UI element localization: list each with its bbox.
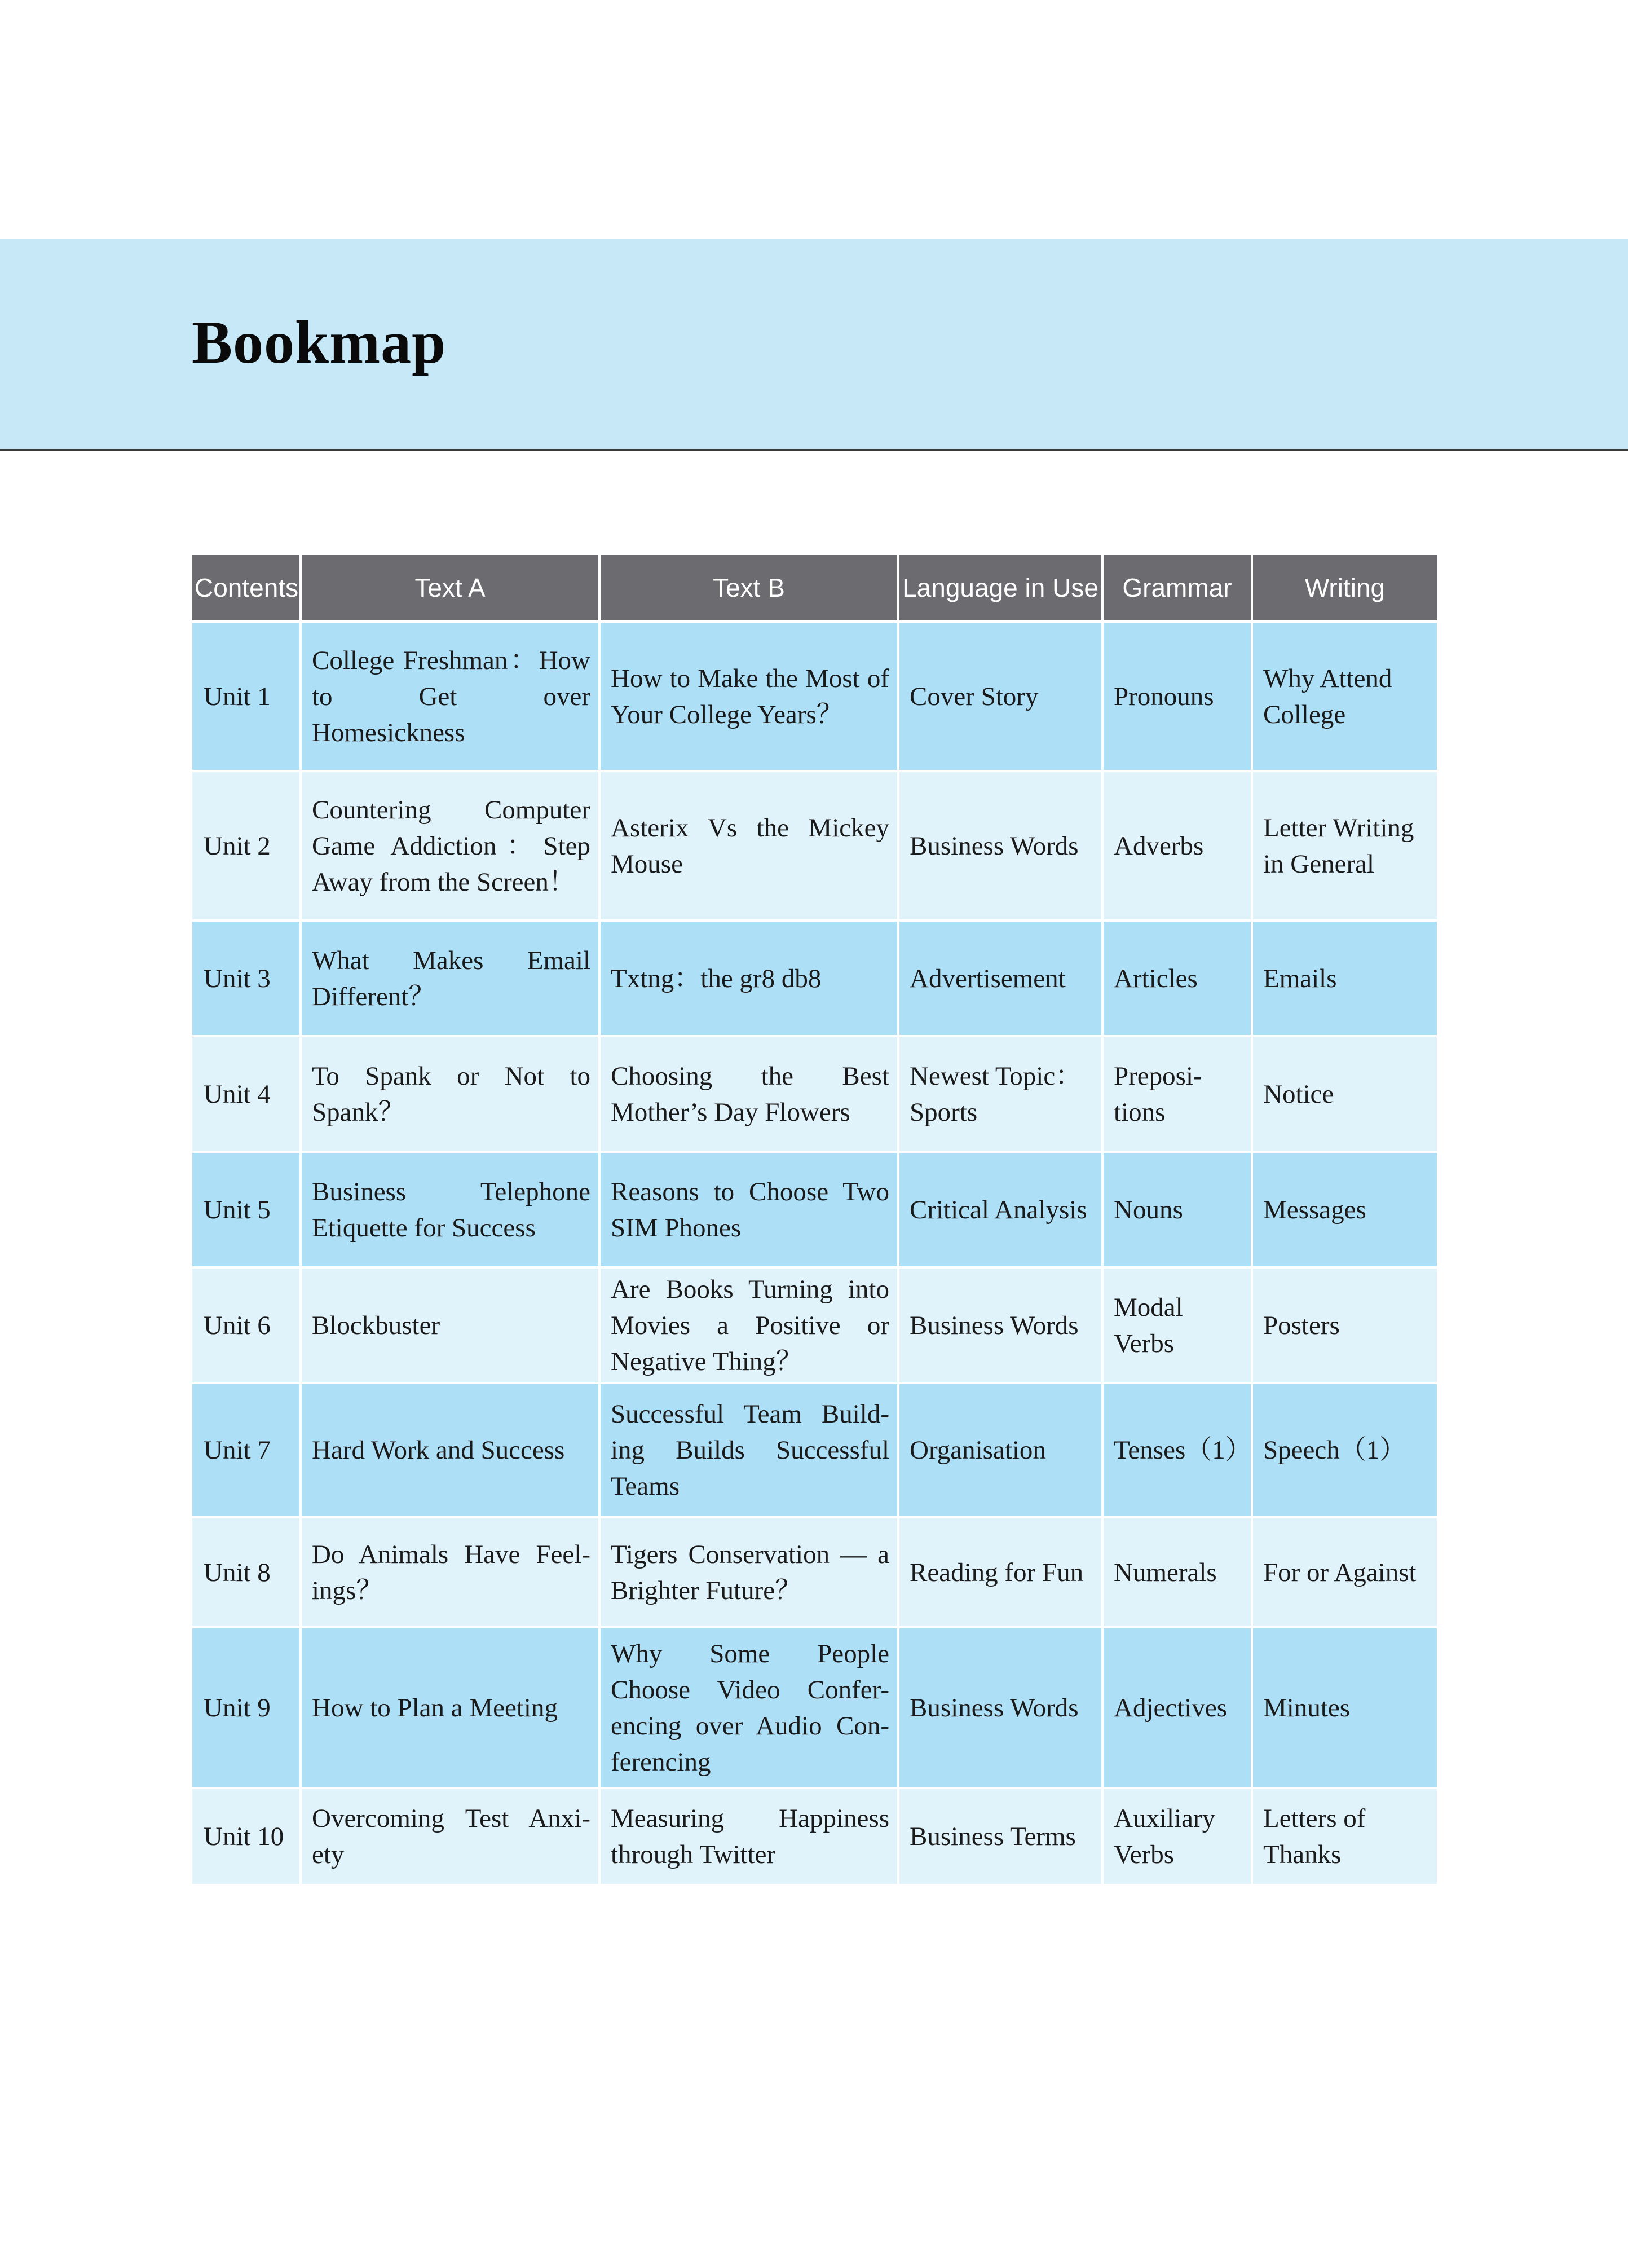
header-text-b: Text B [599,554,898,622]
unit-cell: Unit 8 [191,1517,301,1627]
grammar-cell: Modal Verbs [1102,1267,1252,1383]
text-b-cell: Measuring Happiness through Twitter [599,1788,898,1885]
header-grammar: Grammar [1102,554,1252,622]
table-row [191,1788,1438,1885]
language-cell: Reading for Fun [898,1517,1102,1627]
language-cell: Business Words [898,1267,1102,1383]
grammar-cell: Articles [1102,921,1252,1036]
table-row [191,771,1438,921]
writing-cell: Why Attend College [1252,622,1438,771]
unit-cell: Unit 10 [191,1788,301,1885]
text-b-cell: Asterix Vs the Mickey Mouse [599,771,898,921]
grammar-cell: Adjectives [1102,1627,1252,1788]
text-b-cell: Choosing the Best Mother’s Day Flowers [599,1036,898,1152]
bookmap-table [190,553,1439,1886]
table-row [191,1036,1438,1152]
unit-cell: Unit 5 [191,1152,301,1267]
text-b-cell: Are Books Turning into Movies a Positive or Negative Thing？ [599,1267,898,1383]
text-a-cell: To Spank or Not to Spank？ [301,1036,599,1152]
writing-cell: Notice [1252,1036,1438,1152]
table-row [191,921,1438,1036]
text-a-cell: How to Plan a Meeting [301,1627,599,1788]
header-language-in-use: Language in Use [898,554,1102,622]
text-b-cell: Why Some People Choose Video Confer-encing over Audio Con-ferencing [599,1627,898,1788]
grammar-cell: Numerals [1102,1517,1252,1627]
header-row [191,554,1438,622]
grammar-cell: Preposi-tions [1102,1036,1252,1152]
title-banner [0,239,1628,451]
writing-cell: Messages [1252,1152,1438,1267]
header-contents: Contents [191,554,301,622]
unit-cell: Unit 9 [191,1627,301,1788]
writing-cell: Letters of Thanks [1252,1788,1438,1885]
language-cell: Organisation [898,1383,1102,1517]
text-b-cell: Successful Team Build-ing Builds Successful Teams [599,1383,898,1517]
grammar-cell: Adverbs [1102,771,1252,921]
unit-cell: Unit 6 [191,1267,301,1383]
grammar-cell: Pronouns [1102,622,1252,771]
text-a-cell: Business Telephone Etiquette for Success [301,1152,599,1267]
language-cell: Cover Story [898,622,1102,771]
page-title: Bookmap [192,309,447,376]
writing-cell: Letter Writing in General [1252,771,1438,921]
unit-cell: Unit 3 [191,921,301,1036]
table-row [191,1152,1438,1267]
table-row [191,1627,1438,1788]
text-a-cell: Overcoming Test Anxi-ety [301,1788,599,1885]
header-writing: Writing [1252,554,1438,622]
writing-cell: For or Against [1252,1517,1438,1627]
text-b-cell: How to Make the Most of Your College Years？ [599,622,898,771]
unit-cell: Unit 1 [191,622,301,771]
text-b-cell: Reasons to Choose Two SIM Phones [599,1152,898,1267]
text-a-cell: Hard Work and Success [301,1383,599,1517]
grammar-cell: Tenses（1） [1102,1383,1252,1517]
writing-cell: Emails [1252,921,1438,1036]
text-b-cell: Tigers Conservation — a Brighter Future？ [599,1517,898,1627]
text-a-cell: What Makes Email Different？ [301,921,599,1036]
language-cell: Business Words [898,771,1102,921]
writing-cell: Posters [1252,1267,1438,1383]
table-row [191,622,1438,771]
language-cell: Newest Topic：Sports [898,1036,1102,1152]
unit-cell: Unit 7 [191,1383,301,1517]
language-cell: Critical Analysis [898,1152,1102,1267]
text-a-cell: College Freshman：How to Get over Homesickness [301,622,599,771]
grammar-cell: Auxiliary Verbs [1102,1788,1252,1885]
header-text-a: Text A [301,554,599,622]
unit-cell: Unit 2 [191,771,301,921]
language-cell: Advertisement [898,921,1102,1036]
unit-cell: Unit 4 [191,1036,301,1152]
text-a-cell: Countering Computer Game Addiction：Step Away from the Screen！ [301,771,599,921]
language-cell: Business Words [898,1627,1102,1788]
language-cell: Business Terms [898,1788,1102,1885]
grammar-cell: Nouns [1102,1152,1252,1267]
writing-cell: Speech（1） [1252,1383,1438,1517]
table-row [191,1383,1438,1517]
table-row [191,1517,1438,1627]
text-a-cell: Blockbuster [301,1267,599,1383]
text-b-cell: Txtng：the gr8 db8 [599,921,898,1036]
table-row [191,1267,1438,1383]
text-a-cell: Do Animals Have Feel-ings？ [301,1517,599,1627]
writing-cell: Minutes [1252,1627,1438,1788]
